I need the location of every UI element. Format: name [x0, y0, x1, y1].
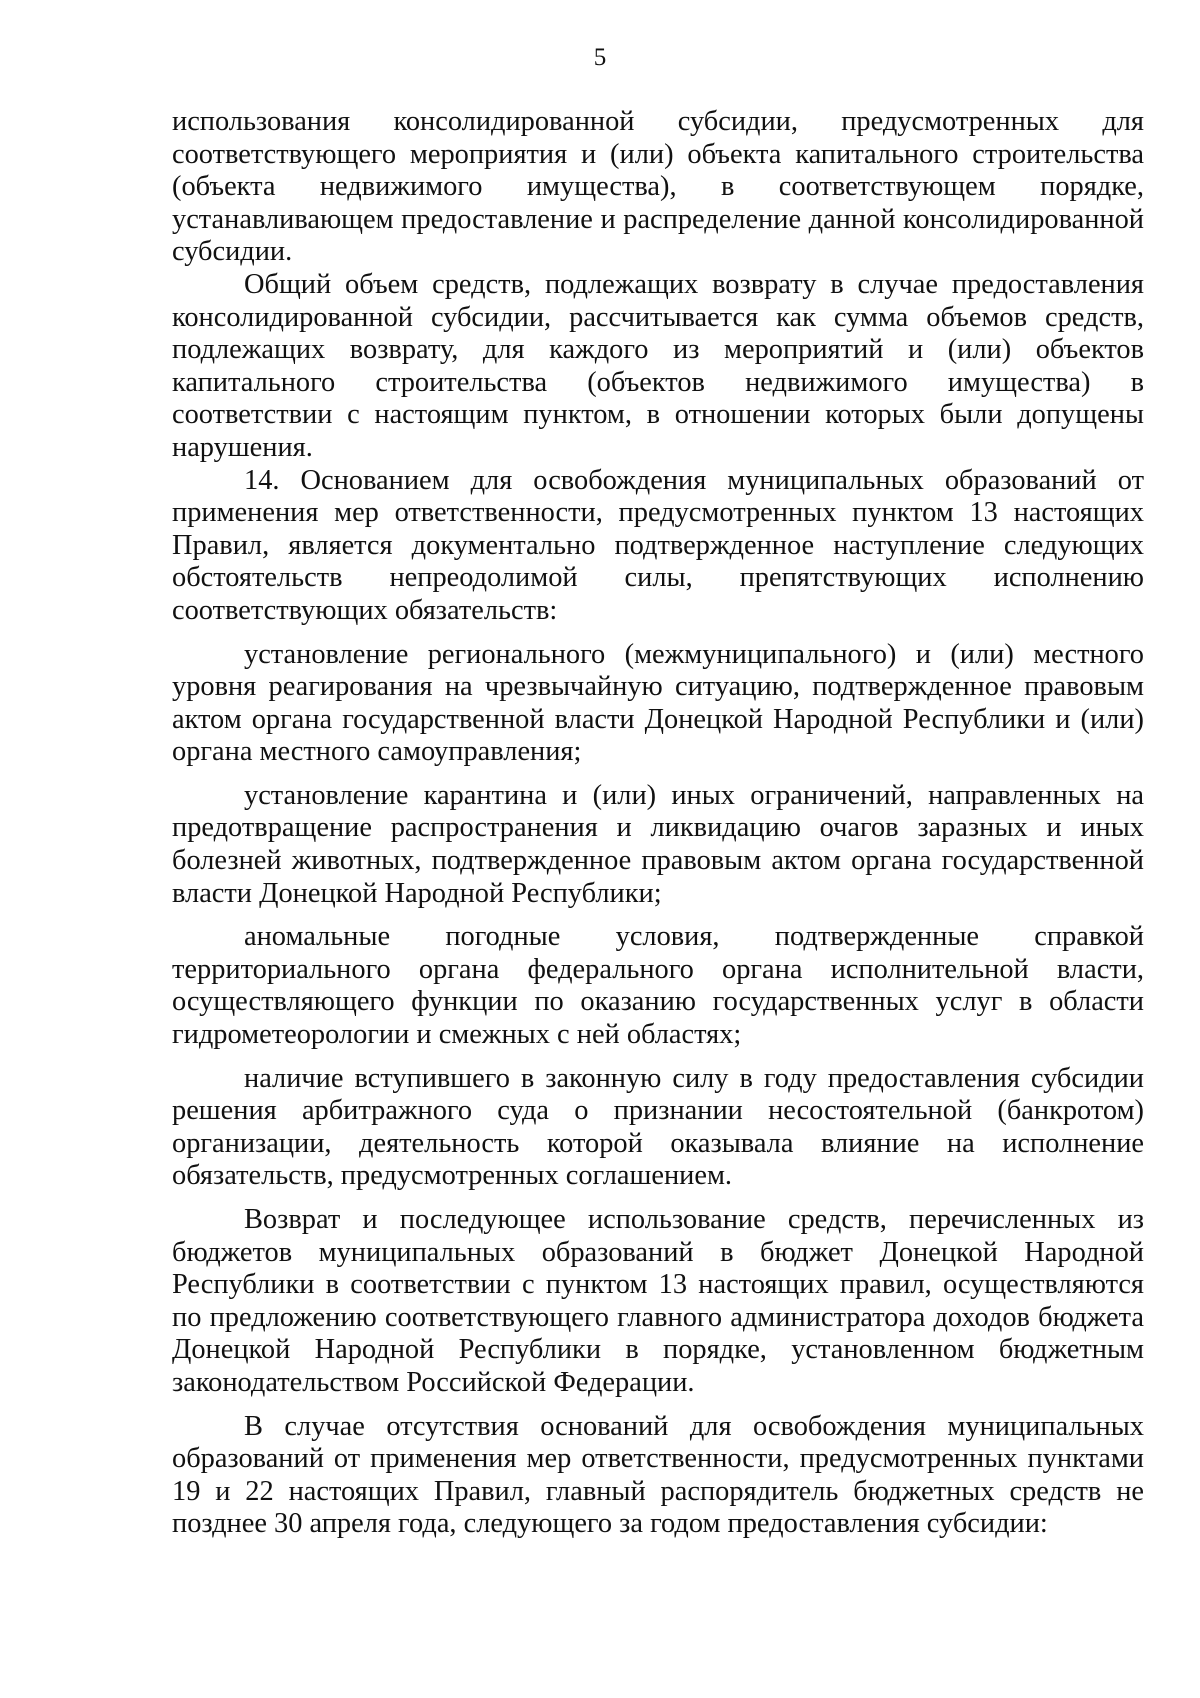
paragraph-weather-conditions: аномальные погодные условия, подтвержденные справкой территориального органа федерального органа исполнительной власти, осуществляющего функции по оказанию государственных услуг в области гидрометеорологии и смежных с ней областях;	[172, 921, 1144, 1051]
paragraph-no-grounds: В случае отсутствия оснований для освобождения муниципальных образований от применения мер ответственности, предусмотренных пунктами 19 и 22 настоящих Правил, главный распорядитель бюджетных средств не позднее 30 апреля года, следующего за годом предоставления субсидии:	[172, 1410, 1144, 1540]
paragraph-quarantine: установление карантина и (или) иных ограничений, направленных на предотвращение распространения и ликвидацию очагов заразных и иных болезней животных, подтвержденное правовым актом органа государственной власти Донецкой Народной Республики;	[172, 779, 1144, 909]
paragraph-continuation: использования консолидированной субсидии, предусмотренных для соответствующего мероприятия и (или) объекта капитального строительства (объекта недвижимого имущества), в соответствующем порядке, устанавливающем предоставление и распределение данной консолидированной субсидии.	[172, 106, 1144, 268]
paragraph-emergency-response: установление регионального (межмуниципального) и (или) местного уровня реагирования на чрезвычайную ситуацию, подтвержденное правовым актом органа государственной власти Донецкой Народной Республики и (или) органа местного самоуправления;	[172, 638, 1144, 768]
document-body	[172, 106, 1144, 1541]
paragraph-bankruptcy: наличие вступившего в законную силу в году предоставления субсидии решения арбитражного суда о признании несостоятельной (банкротом) организации, деятельность которой оказывала влияние на исполнение обязательств, предусмотренных соглашением.	[172, 1062, 1144, 1192]
paragraph-item-14: 14. Основанием для освобождения муниципальных образований от применения мер ответственности, предусмотренных пунктом 13 настоящих Правил, является документально подтвержденное наступление следующих обстоятельств непреодолимой силы, препятствующих исполнению соответствующих обязательств:	[172, 464, 1144, 626]
paragraph-total-return-volume: Общий объем средств, подлежащих возврату в случае предоставления консолидированной субсидии, рассчитывается как сумма объемов средств, подлежащих возврату, для каждого из мероприятий и (или) объектов капитального строительства (объектов недвижимого имущества) в соответствии с настоящим пунктом, в отношении которых были допущены нарушения.	[172, 268, 1144, 463]
paragraph-funds-return: Возврат и последующее использование средств, перечисленных из бюджетов муниципальных образований в бюджет Донецкой Народной Республики в соответствии с пунктом 13 настоящих правил, осуществляются по предложению соответствующего главного администратора доходов бюджета Донецкой Народной Республики в порядке, установленном бюджетным законодательством Российской Федерации.	[172, 1204, 1144, 1398]
page-number: 5	[593, 44, 607, 71]
